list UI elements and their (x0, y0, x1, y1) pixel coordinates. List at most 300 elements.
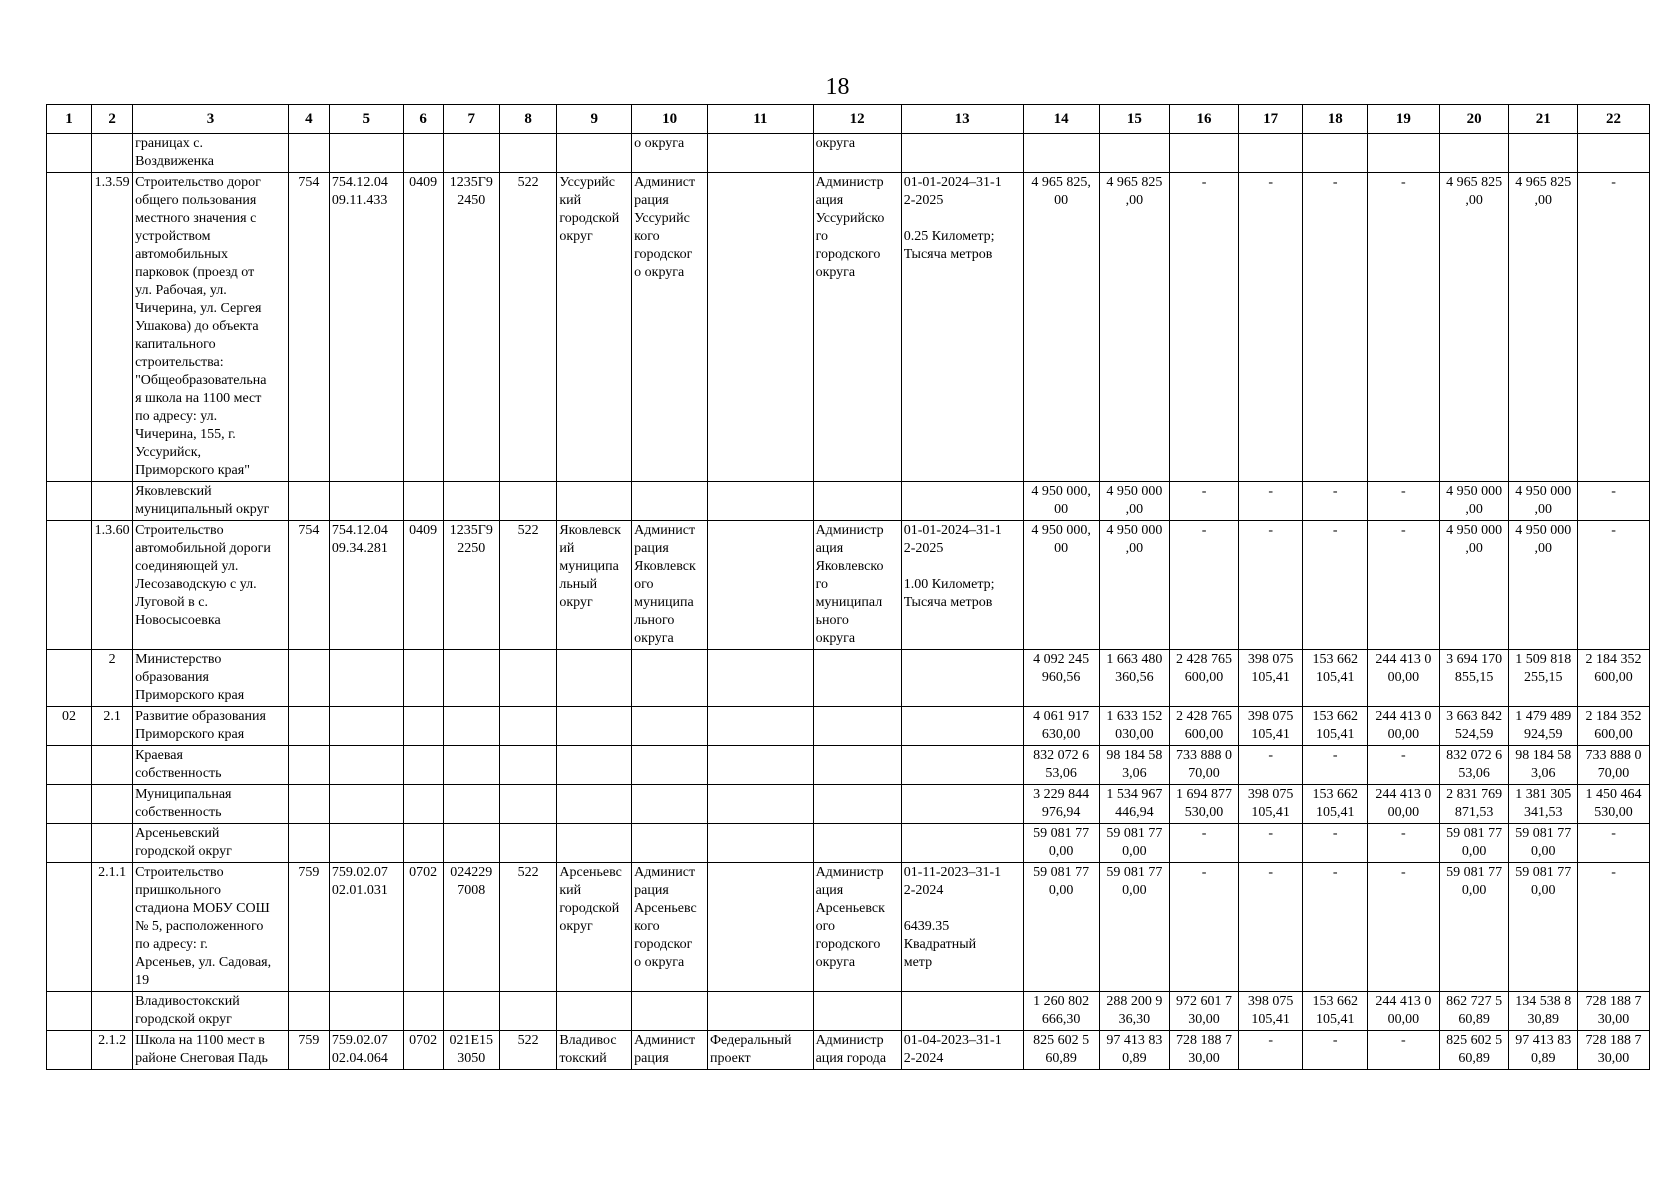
table-cell: - (1170, 482, 1239, 521)
table-cell (813, 746, 901, 785)
table-cell: 522 (499, 521, 556, 650)
column-header: 14 (1023, 105, 1099, 134)
table-cell: 59 081 77 0,00 (1023, 824, 1099, 863)
table-cell (1238, 134, 1303, 173)
column-header: 9 (557, 105, 632, 134)
table-cell (47, 521, 92, 650)
table-cell: 0409 (403, 521, 443, 650)
table-cell (557, 482, 632, 521)
table-cell: 2.1.2 (92, 1031, 133, 1070)
table-cell: 153 662 105,41 (1303, 707, 1368, 746)
table-cell (329, 134, 403, 173)
table-cell: 4 950 000, 00 (1023, 482, 1099, 521)
table-cell: 4 965 825 ,00 (1509, 173, 1578, 482)
table-cell: 59 081 77 0,00 (1099, 863, 1170, 992)
data-table (46, 104, 1650, 1070)
table-cell: 244 413 0 00,00 (1368, 785, 1440, 824)
table-cell (403, 650, 443, 707)
table-cell: - (1238, 521, 1303, 650)
table-cell: - (1238, 746, 1303, 785)
table-cell (499, 785, 556, 824)
table-cell: - (1303, 482, 1368, 521)
table-cell: 2.1 (92, 707, 133, 746)
table-cell (813, 785, 901, 824)
table-cell: 972 601 7 30,00 (1170, 992, 1239, 1031)
table-cell: 728 188 7 30,00 (1578, 1031, 1650, 1070)
table-cell: 4 950 000, 00 (1023, 521, 1099, 650)
table-cell: 1 509 818 255,15 (1509, 650, 1578, 707)
table-cell: 398 075 105,41 (1238, 992, 1303, 1031)
table-cell: 1 381 305 341,53 (1509, 785, 1578, 824)
table-cell (557, 707, 632, 746)
table-cell: 759.02.07 02.01.031 (329, 863, 403, 992)
table-cell (708, 173, 814, 482)
table-cell: - (1578, 482, 1650, 521)
table-cell (47, 1031, 92, 1070)
table-cell: 2 428 765 600,00 (1170, 707, 1239, 746)
table-cell: 1.3.59 (92, 173, 133, 482)
table-row (47, 824, 1650, 863)
column-header: 10 (632, 105, 708, 134)
column-header: 11 (708, 105, 814, 134)
table-cell (499, 992, 556, 1031)
table-cell: 522 (499, 1031, 556, 1070)
table-cell (288, 992, 329, 1031)
table-cell: 733 888 0 70,00 (1170, 746, 1239, 785)
table-cell: 1.3.60 (92, 521, 133, 650)
table-cell: - (1368, 824, 1440, 863)
table-cell (329, 992, 403, 1031)
table-cell: 3 663 842 524,59 (1439, 707, 1509, 746)
table-cell (329, 746, 403, 785)
table-cell: Владивос токский (557, 1031, 632, 1070)
table-cell: 0702 (403, 1031, 443, 1070)
table-cell (329, 482, 403, 521)
table-cell: - (1368, 863, 1440, 992)
table-cell (708, 992, 814, 1031)
table-cell (403, 482, 443, 521)
table-cell: - (1578, 173, 1650, 482)
table-cell (1170, 134, 1239, 173)
table-cell (499, 650, 556, 707)
table-cell: 4 965 825 ,00 (1099, 173, 1170, 482)
column-header: 15 (1099, 105, 1170, 134)
table-cell (901, 992, 1023, 1031)
table-cell: 01-04-2023–31-1 2-2024 (901, 1031, 1023, 1070)
table-cell: 733 888 0 70,00 (1578, 746, 1650, 785)
table-cell: Развитие образования Приморского края (133, 707, 289, 746)
table-cell: Строительство автомобильной дороги соединяющей ул. Лесозаводскую с ул. Луговой в с. Новосысоевка (133, 521, 289, 650)
table-cell (329, 785, 403, 824)
table-row (47, 707, 1650, 746)
table-cell (901, 746, 1023, 785)
table-cell: 1 663 480 360,56 (1099, 650, 1170, 707)
table-cell (403, 707, 443, 746)
table-cell: 59 081 77 0,00 (1509, 863, 1578, 992)
table-cell (403, 785, 443, 824)
table-cell (288, 134, 329, 173)
column-header: 1 (47, 105, 92, 134)
table-cell: 1235Г9 2250 (443, 521, 499, 650)
table-cell (708, 650, 814, 707)
table-cell: - (1303, 746, 1368, 785)
table-cell (47, 863, 92, 992)
table-cell: 01-11-2023–31-1 2-2024 6439.35 Квадратный метр (901, 863, 1023, 992)
table-cell: 01-01-2024–31-1 2-2025 1.00 Километр; Тысяча метров (901, 521, 1023, 650)
column-header: 17 (1238, 105, 1303, 134)
table-cell: 759.02.07 02.04.064 (329, 1031, 403, 1070)
table-cell (632, 650, 708, 707)
column-header: 21 (1509, 105, 1578, 134)
table-cell: 59 081 77 0,00 (1439, 824, 1509, 863)
table-cell: 4 950 000 ,00 (1099, 482, 1170, 521)
table-cell: 1 534 967 446,94 (1099, 785, 1170, 824)
table-cell (403, 134, 443, 173)
table-row (47, 521, 1650, 650)
table-cell (92, 746, 133, 785)
table-cell: - (1368, 173, 1440, 482)
table-cell (329, 824, 403, 863)
column-header: 5 (329, 105, 403, 134)
table-cell: 398 075 105,41 (1238, 785, 1303, 824)
table-cell: 153 662 105,41 (1303, 785, 1368, 824)
table-cell: Строительство дорог общего пользования местного значения с устройством автомобильных парковок (проезд от ул. Рабочая, ул. Чичерина, ул. Сергея Ушакова) до объекта капитального строительства: "Общеобразовательна я школа на 1100 мест по адресу: ул. Чичерина, 155, г. Уссурийск, Приморского края" (133, 173, 289, 482)
table-cell: - (1368, 1031, 1440, 1070)
column-header: 12 (813, 105, 901, 134)
table-cell (47, 650, 92, 707)
table-cell: о округа (632, 134, 708, 173)
table-cell (632, 707, 708, 746)
table-row (47, 173, 1650, 482)
table-cell: 1235Г9 2450 (443, 173, 499, 482)
table-cell (632, 824, 708, 863)
table-cell (901, 482, 1023, 521)
table-cell: 754.12.04 09.11.433 (329, 173, 403, 482)
table-cell (1509, 134, 1578, 173)
table-cell: 4 092 245 960,56 (1023, 650, 1099, 707)
table-cell (499, 707, 556, 746)
table-row (47, 863, 1650, 992)
table-row (47, 1031, 1650, 1070)
table-cell (557, 785, 632, 824)
column-header: 4 (288, 105, 329, 134)
table-cell: 4 950 000 ,00 (1099, 521, 1170, 650)
table-cell: 4 950 000 ,00 (1439, 521, 1509, 650)
table-cell: 021Е15 3050 (443, 1031, 499, 1070)
table-cell: 3 694 170 855,15 (1439, 650, 1509, 707)
column-header: 13 (901, 105, 1023, 134)
table-cell (708, 134, 814, 173)
table-cell (329, 707, 403, 746)
table-cell (499, 134, 556, 173)
table-cell: округа (813, 134, 901, 173)
table-cell: 1 479 489 924,59 (1509, 707, 1578, 746)
table-cell: 0702 (403, 863, 443, 992)
table-cell: 4 950 000 ,00 (1439, 482, 1509, 521)
table-cell (813, 992, 901, 1031)
table-cell (47, 746, 92, 785)
table-cell (288, 650, 329, 707)
table-cell: - (1238, 1031, 1303, 1070)
table-body (47, 134, 1650, 1070)
table-cell: 0409 (403, 173, 443, 482)
table-cell: 759 (288, 1031, 329, 1070)
table-cell: - (1170, 824, 1239, 863)
table-row (47, 482, 1650, 521)
table-cell (557, 650, 632, 707)
table-cell: 244 413 0 00,00 (1368, 650, 1440, 707)
table-cell: 2 184 352 600,00 (1578, 707, 1650, 746)
table-cell (708, 521, 814, 650)
table-cell: 825 602 5 60,89 (1023, 1031, 1099, 1070)
table-row (47, 650, 1650, 707)
table-cell (47, 824, 92, 863)
table-cell: Яковлевск ий муниципа льный округ (557, 521, 632, 650)
table-cell: 2 (92, 650, 133, 707)
table-row (47, 785, 1650, 824)
table-cell (47, 785, 92, 824)
table-cell: 1 633 152 030,00 (1099, 707, 1170, 746)
table-cell (92, 824, 133, 863)
table-cell (901, 824, 1023, 863)
table-cell (443, 992, 499, 1031)
table-cell (499, 824, 556, 863)
table-cell: 754 (288, 173, 329, 482)
table-cell: 4 950 000 ,00 (1509, 521, 1578, 650)
table-cell (901, 134, 1023, 173)
table-cell: 59 081 77 0,00 (1439, 863, 1509, 992)
table-cell (288, 824, 329, 863)
table-cell: 98 184 58 3,06 (1099, 746, 1170, 785)
table-cell (443, 785, 499, 824)
table-cell: 59 081 77 0,00 (1509, 824, 1578, 863)
table-cell (403, 746, 443, 785)
table-cell: 4 061 917 630,00 (1023, 707, 1099, 746)
table-cell: 59 081 77 0,00 (1023, 863, 1099, 992)
table-cell: - (1238, 824, 1303, 863)
table-cell: - (1303, 1031, 1368, 1070)
table-cell (708, 824, 814, 863)
column-header: 19 (1368, 105, 1440, 134)
table-cell: 153 662 105,41 (1303, 650, 1368, 707)
table-cell: 244 413 0 00,00 (1368, 707, 1440, 746)
table-cell: 825 602 5 60,89 (1439, 1031, 1509, 1070)
table-cell (1303, 134, 1368, 173)
table-cell: 97 413 83 0,89 (1099, 1031, 1170, 1070)
table-cell (632, 992, 708, 1031)
table-cell (708, 746, 814, 785)
table-cell (901, 650, 1023, 707)
table-cell: 1 450 464 530,00 (1578, 785, 1650, 824)
table-cell: - (1238, 482, 1303, 521)
table-cell (92, 482, 133, 521)
column-header: 8 (499, 105, 556, 134)
table-cell (443, 707, 499, 746)
table-cell (1099, 134, 1170, 173)
table-cell (92, 992, 133, 1031)
column-header: 6 (403, 105, 443, 134)
table-cell (329, 650, 403, 707)
table-cell: - (1170, 173, 1239, 482)
table-cell (288, 707, 329, 746)
table-cell (632, 482, 708, 521)
page-number: 18 (825, 74, 850, 100)
table-cell: границах с. Воздвиженка (133, 134, 289, 173)
table-cell: Краевая собственность (133, 746, 289, 785)
table-row (47, 992, 1650, 1031)
table-cell (557, 824, 632, 863)
column-header: 3 (133, 105, 289, 134)
table-cell (1368, 134, 1440, 173)
table-cell: - (1368, 521, 1440, 650)
column-header: 22 (1578, 105, 1650, 134)
table-row (47, 746, 1650, 785)
table-cell: 98 184 58 3,06 (1509, 746, 1578, 785)
table-cell: Федеральный проект (708, 1031, 814, 1070)
table-cell (403, 992, 443, 1031)
table-cell: 97 413 83 0,89 (1509, 1031, 1578, 1070)
column-header: 16 (1170, 105, 1239, 134)
table-cell (813, 650, 901, 707)
table-cell: 2 184 352 600,00 (1578, 650, 1650, 707)
table-cell (708, 707, 814, 746)
table-cell: 4 950 000 ,00 (1509, 482, 1578, 521)
table-cell: 024229 7008 (443, 863, 499, 992)
table-cell (92, 785, 133, 824)
table-cell (1578, 134, 1650, 173)
table-cell: 754.12.04 09.34.281 (329, 521, 403, 650)
column-header: 20 (1439, 105, 1509, 134)
table-cell: 522 (499, 173, 556, 482)
table-cell: 153 662 105,41 (1303, 992, 1368, 1031)
table-cell: 522 (499, 863, 556, 992)
table-cell: Арсеньевс кий городской округ (557, 863, 632, 992)
table-cell (499, 482, 556, 521)
table-cell: 4 965 825 ,00 (1439, 173, 1509, 482)
table-cell: - (1368, 482, 1440, 521)
column-header: 2 (92, 105, 133, 134)
table-cell: Уссурийс кий городской округ (557, 173, 632, 482)
table-cell: 1 260 802 666,30 (1023, 992, 1099, 1031)
table-cell: - (1238, 173, 1303, 482)
table-cell (1439, 134, 1509, 173)
table-cell (813, 482, 901, 521)
table-cell (813, 824, 901, 863)
table-cell: 2.1.1 (92, 863, 133, 992)
table-cell: - (1368, 746, 1440, 785)
table-cell (47, 173, 92, 482)
table-cell: Муниципальная собственность (133, 785, 289, 824)
table-cell: - (1578, 521, 1650, 650)
header-row (47, 105, 1650, 134)
table-cell: - (1578, 863, 1650, 992)
table-cell: Админист рация Уссурийс кого городског о округа (632, 173, 708, 482)
table-cell (443, 134, 499, 173)
table-cell: Яковлевский муниципальный округ (133, 482, 289, 521)
table-cell: Админист рация Арсеньевс кого городског о округа (632, 863, 708, 992)
table-cell: - (1170, 863, 1239, 992)
table-cell (443, 746, 499, 785)
table-cell: - (1303, 173, 1368, 482)
table-cell (901, 707, 1023, 746)
table-cell: 134 538 8 30,89 (1509, 992, 1578, 1031)
table-cell (632, 785, 708, 824)
column-header: 18 (1303, 105, 1368, 134)
table-cell: - (1170, 521, 1239, 650)
column-header: 7 (443, 105, 499, 134)
table-cell (288, 482, 329, 521)
table-cell (443, 824, 499, 863)
table-cell (47, 992, 92, 1031)
table-cell: 832 072 6 53,06 (1439, 746, 1509, 785)
table-cell: Строительство пришкольного стадиона МОБУ СОШ № 5, расположенного по адресу: г. Арсеньев, ул. Садовая, 19 (133, 863, 289, 992)
table-cell: Админист рация Яковлевск ого муниципа льного округа (632, 521, 708, 650)
table-cell: 288 200 9 36,30 (1099, 992, 1170, 1031)
table-cell: 759 (288, 863, 329, 992)
table-cell (1023, 134, 1099, 173)
table-cell: 1 694 877 530,00 (1170, 785, 1239, 824)
table-cell: Администр ация Уссурийско го городского округа (813, 173, 901, 482)
table-cell (288, 746, 329, 785)
table-cell (443, 650, 499, 707)
table-cell (403, 824, 443, 863)
table-cell: Администр ация Яковлевско го муниципал ьного округа (813, 521, 901, 650)
table-cell (499, 746, 556, 785)
table-cell: 4 965 825, 00 (1023, 173, 1099, 482)
table-cell (557, 134, 632, 173)
table-cell: 728 188 7 30,00 (1578, 992, 1650, 1031)
table-cell (901, 785, 1023, 824)
table-cell: Админист рация (632, 1031, 708, 1070)
table-cell (557, 992, 632, 1031)
table-cell: Администр ация города (813, 1031, 901, 1070)
table-cell: Министерство образования Приморского края (133, 650, 289, 707)
table-cell (813, 707, 901, 746)
table-cell: 728 188 7 30,00 (1170, 1031, 1239, 1070)
table-cell: Школа на 1100 мест в районе Снеговая Падь (133, 1031, 289, 1070)
table-row (47, 134, 1650, 173)
table-cell (708, 785, 814, 824)
table-cell: 832 072 6 53,06 (1023, 746, 1099, 785)
table-cell: Администр ация Арсеньевск ого городского округа (813, 863, 901, 992)
table-cell: 3 229 844 976,94 (1023, 785, 1099, 824)
table-cell: 398 075 105,41 (1238, 707, 1303, 746)
table-cell: 02 (47, 707, 92, 746)
table-cell (632, 746, 708, 785)
table-cell: 2 428 765 600,00 (1170, 650, 1239, 707)
table-cell: 2 831 769 871,53 (1439, 785, 1509, 824)
table-cell (557, 746, 632, 785)
table-cell (47, 482, 92, 521)
table-cell: Владивостокский городской округ (133, 992, 289, 1031)
table-cell (92, 134, 133, 173)
table-cell: 244 413 0 00,00 (1368, 992, 1440, 1031)
table-cell: 862 727 5 60,89 (1439, 992, 1509, 1031)
table-cell: 398 075 105,41 (1238, 650, 1303, 707)
table-cell (443, 482, 499, 521)
table-cell: Арсеньевский городской округ (133, 824, 289, 863)
table-cell: - (1303, 521, 1368, 650)
table-cell: - (1303, 824, 1368, 863)
table-cell (288, 785, 329, 824)
table-cell: - (1238, 863, 1303, 992)
table-cell: - (1303, 863, 1368, 992)
table-cell (47, 134, 92, 173)
table-cell: 01-01-2024–31-1 2-2025 0.25 Километр; Тысяча метров (901, 173, 1023, 482)
table-cell: 754 (288, 521, 329, 650)
table-cell: 59 081 77 0,00 (1099, 824, 1170, 863)
table-cell: - (1578, 824, 1650, 863)
